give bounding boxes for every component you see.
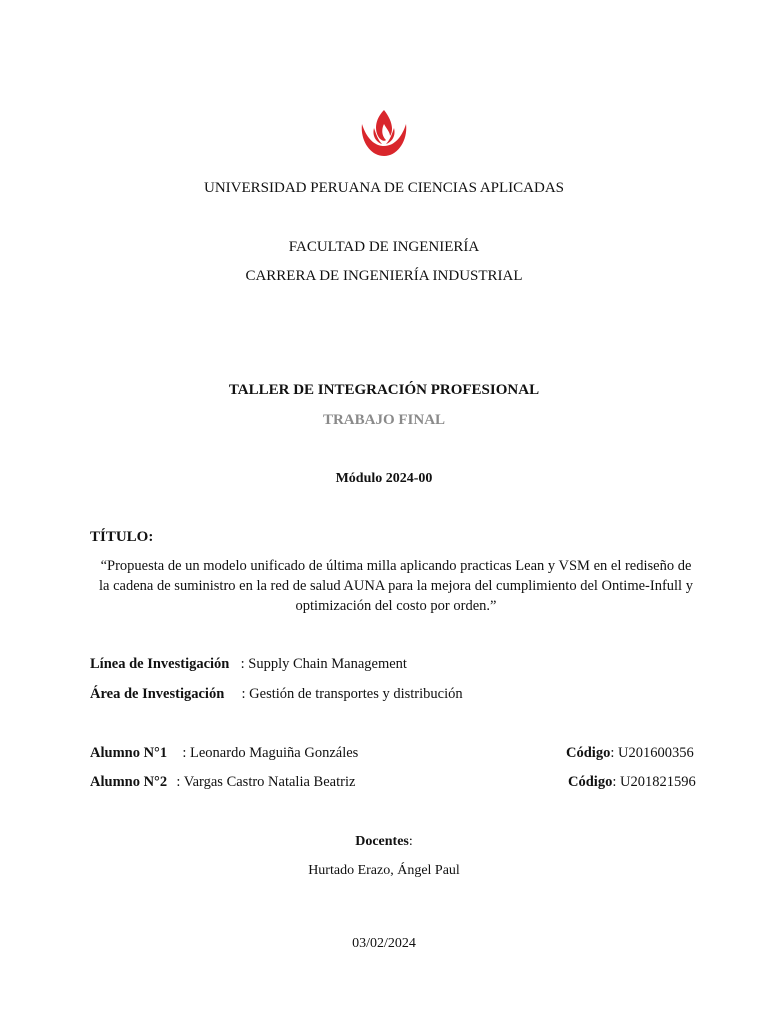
teachers-label: Docentes bbox=[355, 834, 409, 849]
research-area-label: Área de Investigación bbox=[90, 686, 225, 702]
student-code bbox=[568, 773, 696, 791]
course-name: TALLER DE INTEGRACIÓN PROFESIONAL bbox=[228, 382, 540, 398]
university-name: UNIVERSIDAD PERUANA DE CIENCIAS APLICADAS bbox=[203, 180, 565, 196]
student-code bbox=[566, 744, 694, 762]
student-code-label: Código bbox=[568, 774, 613, 790]
student-code-value: : U201821596 bbox=[612, 774, 696, 790]
work-type: TRABAJO FINAL bbox=[322, 412, 446, 428]
student-row bbox=[90, 744, 358, 762]
faculty-name: FACULTAD DE INGENIERÍA bbox=[288, 239, 480, 255]
research-area-row bbox=[90, 685, 463, 703]
student-label: Alumno N°2 bbox=[90, 774, 168, 790]
student-name: : Leonardo Maguiña Gonzáles bbox=[182, 745, 359, 761]
teachers-heading bbox=[0, 833, 768, 851]
teachers-label-colon: : bbox=[408, 834, 413, 849]
research-line-row bbox=[90, 655, 407, 673]
research-line-value: : Supply Chain Management bbox=[240, 656, 407, 672]
career-name: CARRERA DE INGENIERÍA INDUSTRIAL bbox=[245, 268, 523, 284]
teacher-name: Hurtado Erazo, Ángel Paul bbox=[308, 863, 460, 878]
title-text: “Propuesta de un modelo unificado de última milla aplicando practicas Lean y VSM en el rediseño de la cadena de suministro en la red de salud AUNA para la mejora del cumplimiento del Ontime-Infull y optimización del costo por orden.” bbox=[99, 558, 693, 614]
document-date: 03/02/2024 bbox=[352, 936, 416, 951]
upc-flame-logo-icon bbox=[356, 106, 412, 162]
research-area-value: : Gestión de transportes y distribución bbox=[241, 686, 463, 702]
student-code-value: : U201600356 bbox=[610, 745, 694, 761]
research-line-label: Línea de Investigación bbox=[90, 656, 230, 672]
student-name: : Vargas Castro Natalia Beatriz bbox=[176, 774, 356, 790]
module-label: Módulo 2024-00 bbox=[335, 471, 433, 486]
student-row bbox=[90, 773, 355, 791]
title-label: TÍTULO: bbox=[90, 529, 154, 545]
student-label: Alumno N°1 bbox=[90, 745, 168, 761]
student-code-label: Código bbox=[566, 745, 611, 761]
